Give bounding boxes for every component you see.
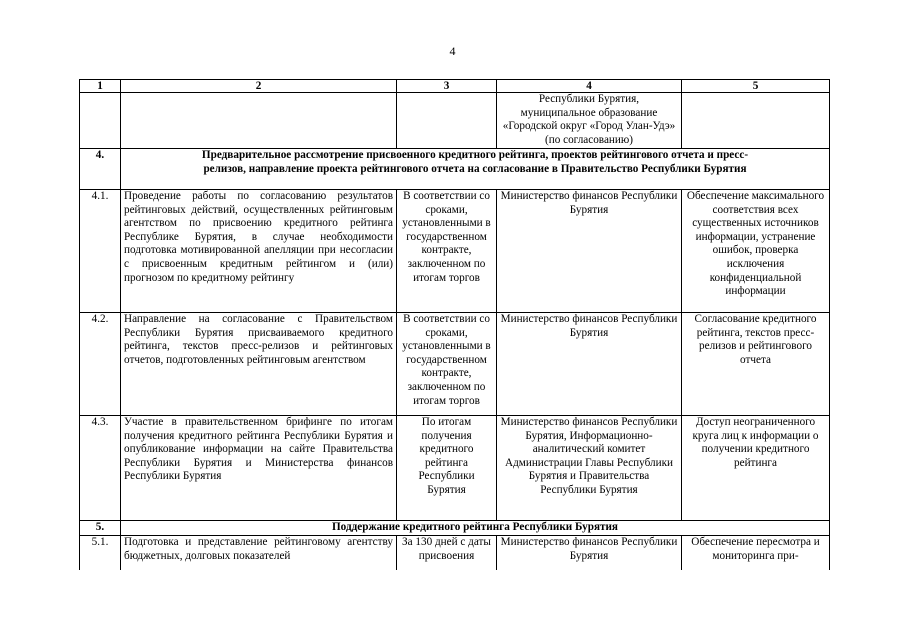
header-col-1: 1 [80,80,121,93]
cell-action: Подготовка и представление рейтинговому агентству бюджетных, долговых показателей [121,536,397,576]
cell-executor: Министерство финансов Республики Бурятия [497,536,682,576]
section-num: 5. [80,521,121,536]
cell-result [682,93,830,149]
section-row-4 [80,149,830,190]
cell-action: Участие в правительственном брифинге по итогам получения кредитного рейтинга Республики Бурятия и опубликование информации на сайте Правительства Республики Бурятия и Министерства финансов Республики Бурятия [121,416,397,521]
page-number: 4 [449,44,456,58]
cell-action: Проведение работы по согласованию результатов рейтинговых действий, осуществленных рейтинговым агентством по присвоению кредитного рейтинга Республике Бурятия, в случае необходимости подготовка мотивированной апелляции при несогласии с присвоенным кредитным рейтингом и (или) прогнозом по кредитному рейтингу [121,190,397,313]
cell-term: В соответствии со сроками, установленными в государственном контракте, заключенном по итогам торгов [397,313,497,416]
section-title: Поддержание кредитного рейтинга Республики Бурятия [121,521,830,536]
table-row-4-3 [80,416,830,521]
cell-num: 5.1. [80,536,121,576]
cell-action [121,93,397,149]
header-col-3: 3 [397,80,497,93]
cell-executor: Министерство финансов Республики Бурятия, Информационно-аналитический комитет Администрации Главы Республики Бурятия и Правительства Республики Бурятия [497,416,682,521]
cell-result: Согласование кредитного рейтинга, текстов пресс-релизов и рейтингового отчета [682,313,830,416]
cell-result: Обеспечение пересмотра и мониторинга при- [682,536,830,576]
cell-executor: Министерство финансов Республики Бурятия [497,313,682,416]
cell-term: По итогам получения кредитного рейтинга Республики Бурятия [397,416,497,521]
cell-num: 4.2. [80,313,121,416]
cell-term: В соответствии со сроками, установленными в государственном контракте, заключенном по итогам торгов [397,190,497,313]
cell-result: Обеспечение максимального соответствия всех существенных источников информации, устранение ошибок, проверка исключения конфиденциальной информации [682,190,830,313]
header-col-2: 2 [121,80,397,93]
table-row-4-1 [80,190,830,313]
table-row-continuation [80,93,830,149]
header-col-4: 4 [497,80,682,93]
cell-term [397,93,497,149]
section-row-5 [80,521,830,536]
section-title: Предварительное рассмотрение присвоенного кредитного рейтинга, проектов рейтингового отчета и пресс-релизов, направление проекта рейтингового отчета на согласование в Правительство Республики Бурятия [121,149,830,190]
page-bottom-margin [0,570,905,640]
section-num: 4. [80,149,121,190]
cell-executor: Министерство финансов Республики Бурятия [497,190,682,313]
table-row-4-2 [80,313,830,416]
cell-num: 4.1. [80,190,121,313]
cell-result: Доступ неограниченного круга лиц к информации о получении кредитного рейтинга [682,416,830,521]
header-col-5: 5 [682,80,830,93]
cell-num: 4.3. [80,416,121,521]
cell-executor: Республики Бурятия, муниципальное образование «Городской округ «Город Улан-Удэ» (по согласованию) [497,93,682,149]
cell-action: Направление на согласование с Правительством Республики Бурятия присваиваемого кредитного рейтинга, текстов пресс-релизов и рейтинговых отчетов, подготовленных рейтинговым агентством [121,313,397,416]
cell-num [80,93,121,149]
action-plan-table [79,79,830,576]
cell-term: За 130 дней с даты присвоения [397,536,497,576]
table-header-row [80,80,830,93]
